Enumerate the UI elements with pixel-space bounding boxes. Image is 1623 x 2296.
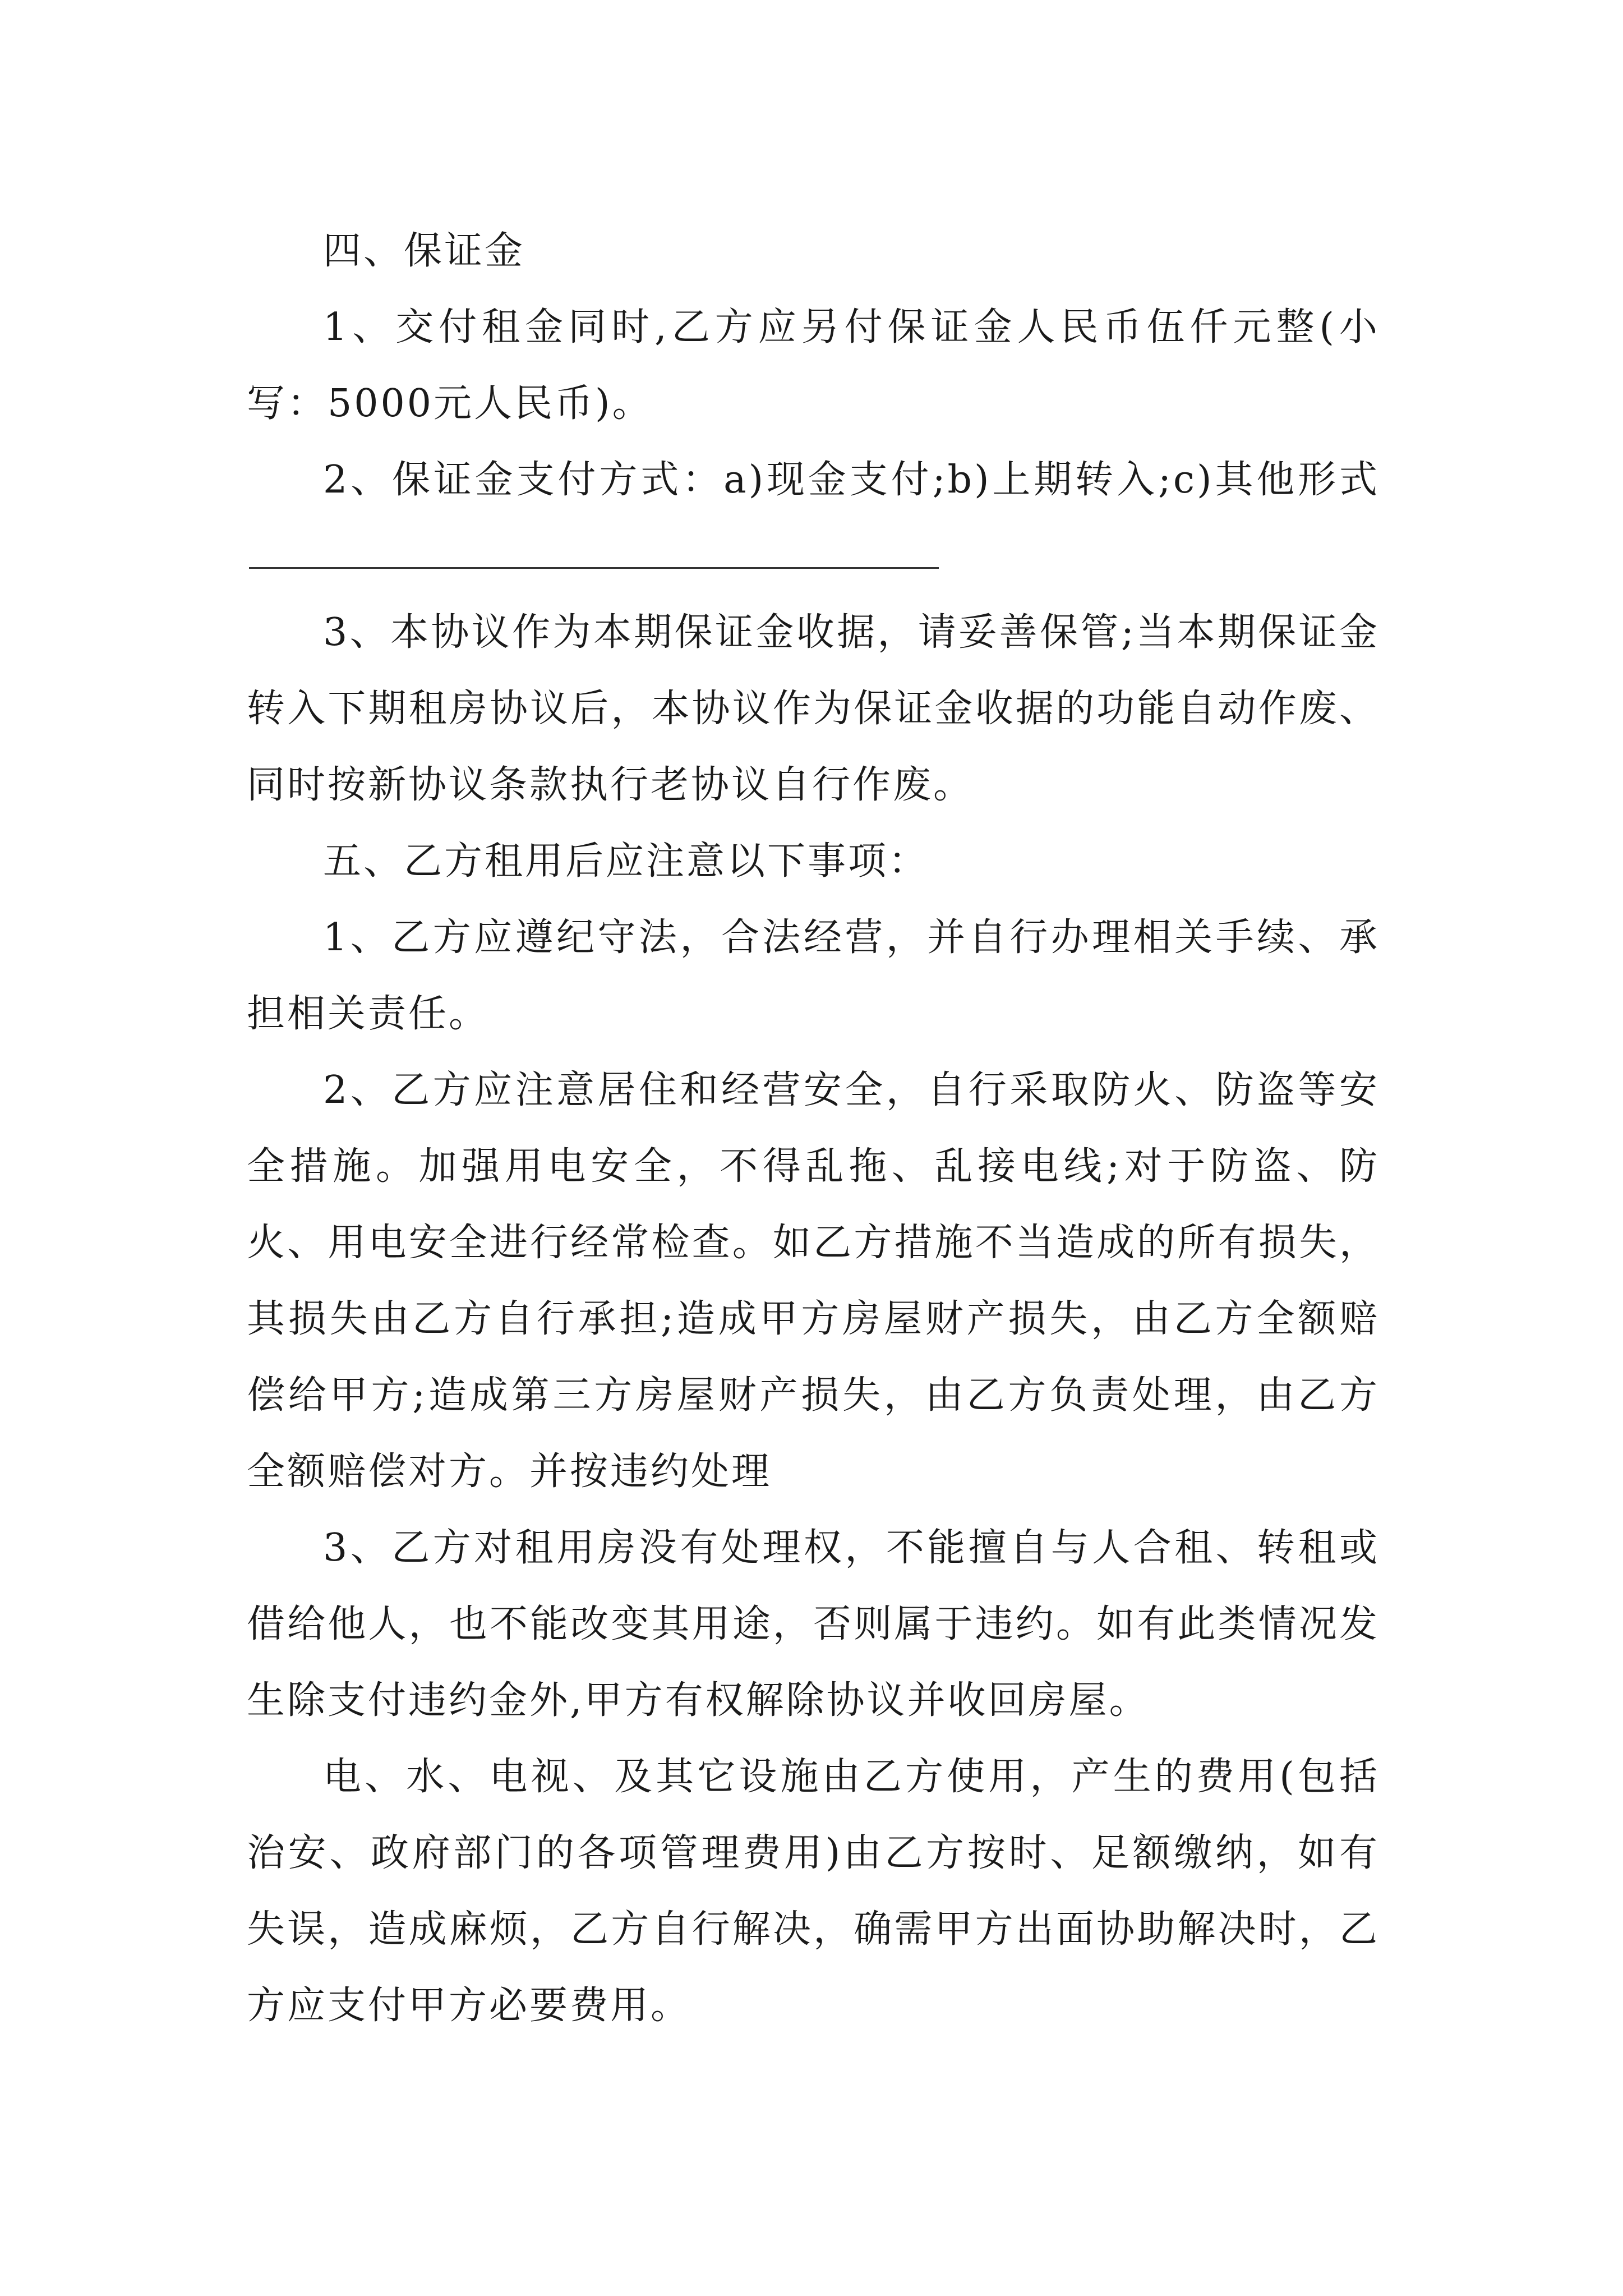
paragraph-deposit-payment-method xyxy=(247,442,1380,595)
paragraph-deposit-payment-method-text: 2、保证金支付方式：a)现金支付;b)上期转入;c)其他形式 xyxy=(323,458,1380,502)
paragraph-safety: 2、乙方应注意居住和经营安全，自行采取防火、防盗等安全措施。加强用电安全，不得乱拖、乱接电线;对于防盗、防火、用电安全进行经常检查。如乙方措施不当造成的所有损失，其损失由乙方自行承担;造成甲方房屋财产损失，由乙方全额赔偿给甲方;造成第三方房屋财产损失，由乙方负责处理，由乙方全额赔偿对方。并按违约处理 xyxy=(247,1068,1380,1494)
paragraph-utilities: 电、水、电视、及其它设施由乙方使用，产生的费用(包括治安、政府部门的各项管理费用)由乙方按时、足额缴纳，如有失误，造成麻烦，乙方自行解决，确需甲方出面协助解决时，乙方应支付甲方必要费用。 xyxy=(247,1755,1380,2028)
paragraph-subletting: 3、乙方对租用房没有处理权，不能擅自与人合租、转租或借给他人，也不能改变其用途，否则属于违约。如有此类情况发生除支付违约金外,甲方有权解除协议并收回房屋。 xyxy=(247,1526,1380,1723)
fill-in-blank-line xyxy=(249,528,939,569)
document-body xyxy=(247,213,1380,2044)
paragraph-deposit-receipt: 3、本协议作为本期保证金收据，请妥善保管;当本期保证金转入下期租房协议后，本协议作为保证金收据的功能自动作废、同时按新协议条款执行老协议自行作废。 xyxy=(247,610,1380,807)
section-heading-notices: 五、乙方租用后应注意以下事项： xyxy=(323,839,929,884)
paragraph-law-compliance: 1、乙方应遵纪守法，合法经营，并自行办理相关手续、承担相关责任。 xyxy=(247,915,1380,1036)
paragraph-deposit-amount: 1、交付租金同时,乙方应另付保证金人民币伍仟元整(小写：5000元人民币)。 xyxy=(247,305,1380,426)
section-heading-deposit: 四、保证金 xyxy=(323,229,525,273)
